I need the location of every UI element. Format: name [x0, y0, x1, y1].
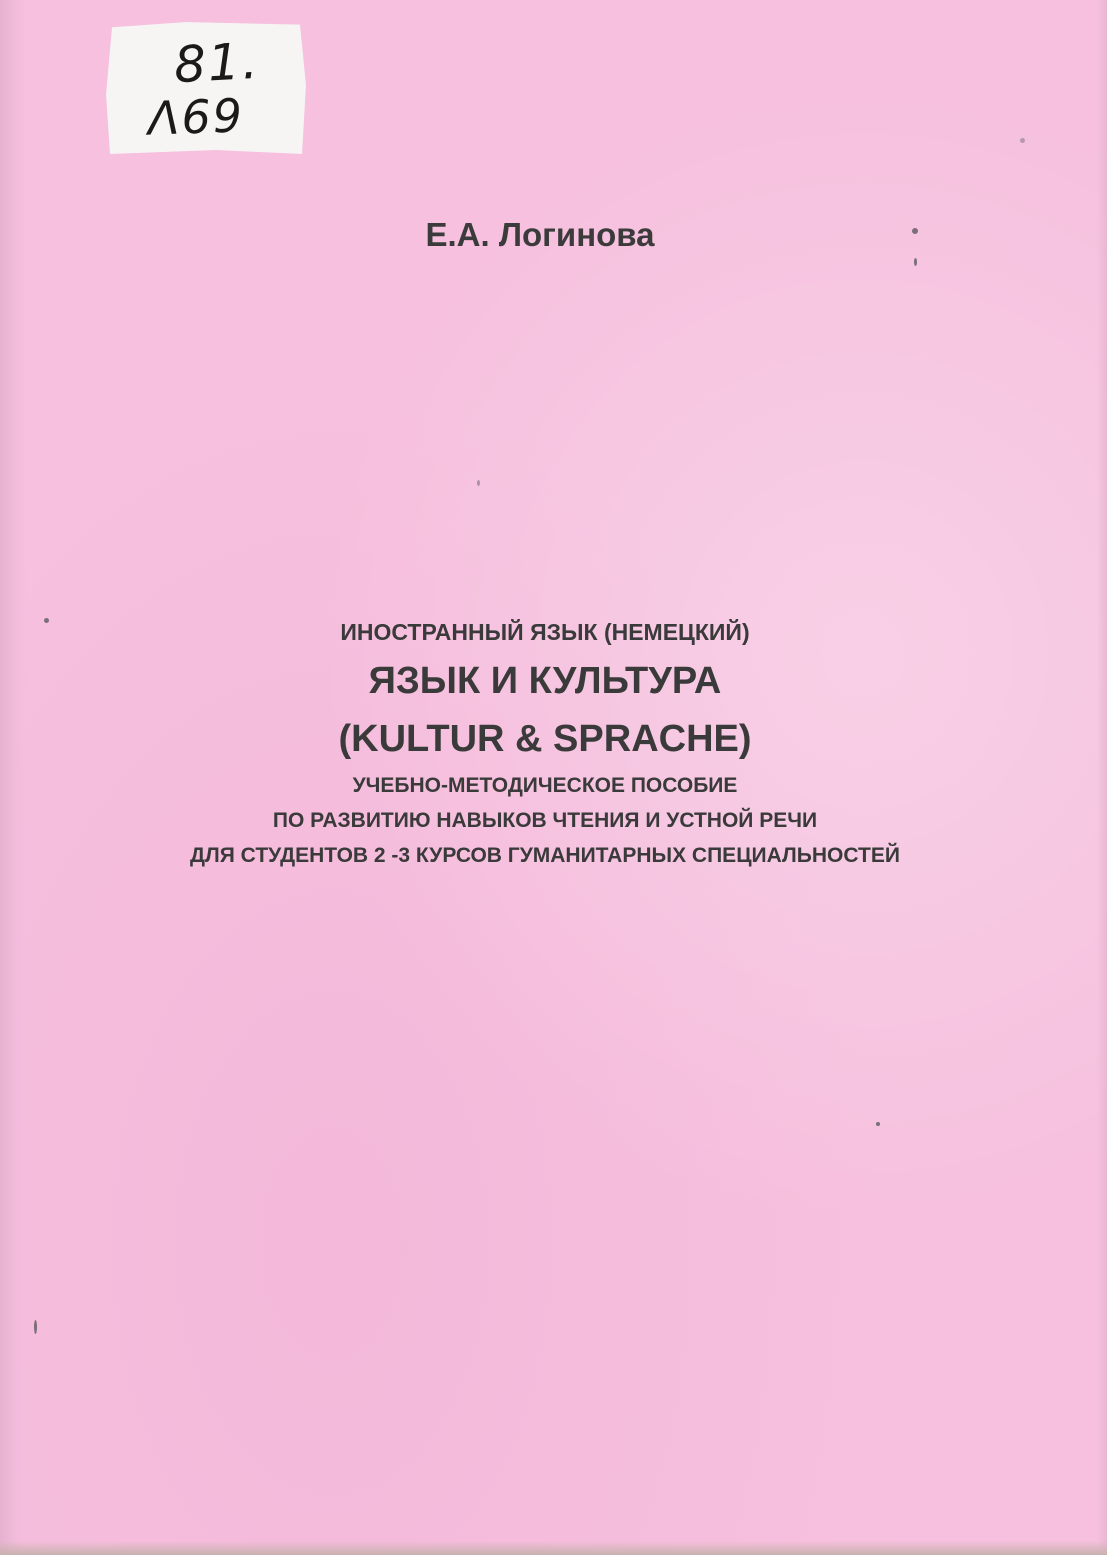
subject-line: ИНОСТРАННЫЙ ЯЗЫК (НЕМЕЦКИЙ): [340, 619, 750, 645]
sub-title: (KULTUR & SPRACHE): [338, 718, 752, 760]
dust-speck: [912, 228, 918, 234]
dust-speck: [34, 1320, 37, 1334]
author-name: Е.А. Логинова: [425, 216, 655, 253]
description-line-2: ПО РАЗВИТИЮ НАВЫКОВ ЧТЕНИЯ И УСТНОЙ РЕЧИ: [272, 809, 818, 832]
call-number-line-1: 81.: [172, 31, 261, 95]
dust-speck: [1020, 138, 1025, 143]
cover-right-edge: [1097, 0, 1107, 1555]
description-line-3: ДЛЯ СТУДЕНТОВ 2 -3 КУРСОВ ГУМАНИТАРНЫХ СПЕЦИАЛЬНОСТЕЙ: [190, 844, 900, 867]
call-number-line-2: Λ69: [147, 88, 245, 146]
title-block: [0, 612, 1090, 873]
cover-bottom-edge: [0, 1541, 1107, 1555]
dust-speck: [876, 1122, 880, 1126]
dust-speck: [44, 618, 49, 623]
dust-speck: [914, 258, 917, 266]
description-line-1: УЧЕБНО-МЕТОДИЧЕСКОЕ ПОСОБИЕ: [352, 774, 738, 797]
dust-speck: [477, 480, 480, 486]
main-title: ЯЗЫК И КУЛЬТУРА: [368, 660, 722, 702]
